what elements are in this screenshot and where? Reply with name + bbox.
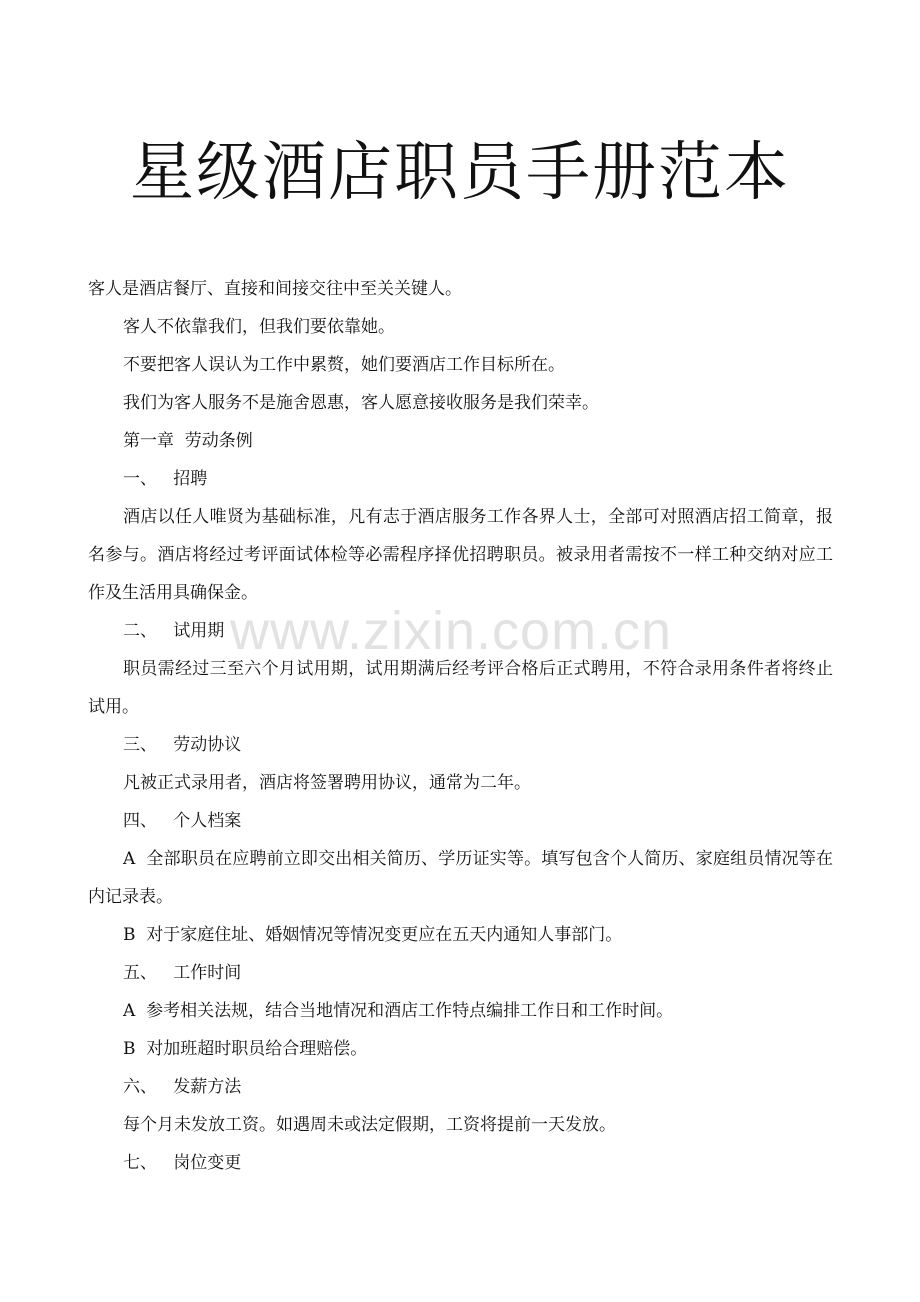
- paragraph: 凡被正式录用者，酒店将签署聘用协议，通常为二年。: [123, 773, 531, 793]
- paragraph: B 对加班超时职员给合理赔偿。: [123, 1039, 368, 1059]
- paragraph: 职员需经过三至六个月试用期，试用期满后经考评合格后正式聘用，不符合录用条件者将终止试用。: [88, 659, 833, 717]
- section-heading: 七、 岗位变更: [123, 1153, 242, 1173]
- document-title: 星级酒店职员手册范本: [130, 136, 790, 210]
- paragraph: B 对于家庭住址、婚姻情况等情况变更应在五天内通知人事部门。: [123, 925, 623, 945]
- paragraph: 每个月未发放工资。如遇周未或法定假期，工资将提前一天发放。: [123, 1115, 616, 1135]
- section-heading: 二、 试用期: [123, 621, 225, 641]
- section-heading: 一、 招聘: [123, 469, 208, 489]
- paragraph: 我们为客人服务不是施舍恩惠，客人愿意接收服务是我们荣幸。: [123, 393, 599, 413]
- paragraph: 客人不依靠我们，但我们要依靠她。: [123, 317, 395, 337]
- paragraph: A 参考相关法规，结合当地情况和酒店工作特点编排工作日和工作时间。: [123, 1001, 674, 1021]
- section-heading: 六、 发薪方法: [123, 1077, 242, 1097]
- paragraph: 客人是酒店餐厅、直接和间接交往中至关关键人。: [88, 279, 462, 299]
- paragraph: 不要把客人误认为工作中累赘，她们要酒店工作目标所在。: [123, 355, 565, 375]
- section-heading: 五、 工作时间: [123, 963, 242, 983]
- document-body: [88, 270, 833, 1182]
- paragraph: A 全部职员在应聘前立即交出相关简历、学历证实等。填写包含个人简历、家庭组员情况等在内记录表。: [88, 849, 833, 907]
- section-heading: 四、 个人档案: [123, 811, 242, 831]
- watermark: www.zixin.com.cn: [230, 601, 673, 661]
- section-heading: 三、 劳动协议: [123, 735, 242, 755]
- chapter-heading: 第一章 劳动条例: [123, 431, 253, 451]
- paragraph: 酒店以任人唯贤为基础标准，凡有志于酒店服务工作各界人士，全部可对照酒店招工简章，报名参与。酒店将经过考评面试体检等必需程序择优招聘职员。被录用者需按不一样工种交纳对应工作及生活用具确保金。: [88, 507, 833, 603]
